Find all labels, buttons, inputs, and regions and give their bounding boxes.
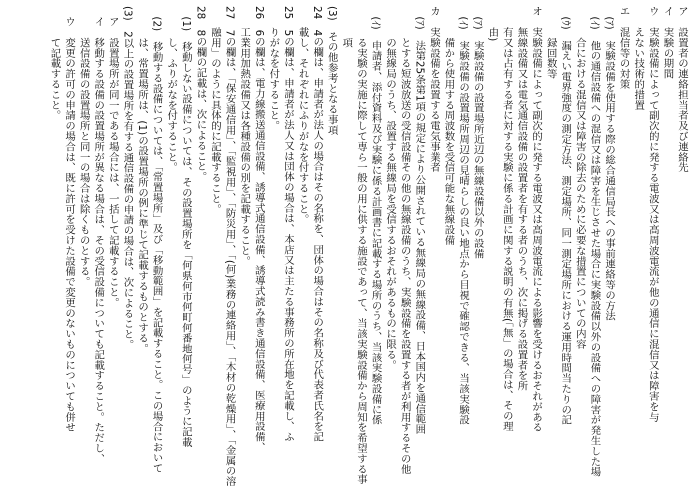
text-line: ア 設置者の連絡担当者及び連絡先 [676, 6, 688, 173]
text-line: ウ 実験設備によって副次的に発する電波又は高周波電流が他の通信に混信又は障害を与 [646, 6, 659, 422]
text-line: る実験の実施に際して専ら一般の用に供する施設であって、当該実験設備から周知を希望する事 [354, 6, 367, 485]
text-line: 送信設備の設置場所と同一の場合は除くものとする。 [77, 6, 90, 287]
text-line: (ｲ) 他の通信設備への混信又は障害を生じさせた場合に実験設備以外の設備への障害が発生した場 [588, 6, 601, 477]
text-line: 24 4の欄は、申請者が法人の場合はその名称を、団体の場合はその名称及び代表者氏名を記 [311, 6, 324, 442]
text-line: カ 実験設備を設置する電気事業者 [427, 6, 440, 173]
text-line: 項 [340, 6, 353, 48]
text-line: (3) 2以上の設置場所を有する通信設備の申請の場合は、次によること。 [121, 6, 134, 350]
text-line: イ 実験の期間 [661, 6, 674, 79]
text-line: (ｳ) 漏えい電界強度の測定方法、測定場所、同一測定場所における運用時間当たりの記 [559, 6, 572, 425]
text-line: 載し、それぞれにふりがなを付すること。 [296, 6, 309, 225]
text-line: (ｲ) 実験設備の設置場所周辺の見晴らしの良い地点から目視で確認できる、当該実験設 [457, 6, 470, 425]
text-line: 26 6の欄は、電力線搬送通信設備、誘導式通信設備、誘導式読み書き通信設備、医療用設備、 [252, 6, 265, 453]
text-line: えない技術的措置 [632, 6, 645, 110]
text-line: オ 実験設備によって副次的に発する電波又は高周波電流による影響を受けるおそれがある [530, 6, 543, 433]
text-line: イ 移動する設備の設置場所が異なる場合は、その受信設備についても記載すること。ただし、 [92, 6, 105, 464]
text-line: 工業用加熱設備又は各種設備の別を記載すること。 [238, 6, 251, 266]
text-line: 27 7の欄は、「保安通信用」、「監視用」、「防災用」、「(何)業務の連絡用」、「木材の乾燥用」、「金属の溶 [223, 6, 236, 487]
text-line: 28 8の欄の記載は、次によること。 [194, 6, 207, 182]
text-line: し、ふりがなを付すること。 [165, 6, 178, 173]
text-line: (ｱ) 実験設備を使用する際の総合通信局長への事前連絡等の方法 [603, 6, 616, 321]
text-line: 融用」のように具体的に記載すること。 [209, 6, 221, 214]
text-line: 備から使用する周波数を受信可能な無線設備 [442, 6, 455, 246]
text-line: 有又は占有する者に対する実験に係る計画に関する説明の有無(「無」の場合は、その理 [500, 6, 513, 432]
text-line: (ｱ) 法第25条第1項の規定により公開されている無線局の無線設備、日本国内を通信範囲 [413, 6, 426, 435]
text-line: 合における混信又は障害の除去のために必要な措置についての内容 [573, 6, 586, 350]
text-line: (ｱ) 実験設備の設置場所近辺の無線設備以外の設備 [471, 6, 484, 259]
vertical-text-body [47, 6, 689, 492]
text-line: (1) 移動しない設備については、その設置場所を「何県何市何町何番地何号」のように記載 [179, 6, 192, 448]
text-line: (2) 移動する設備については、「常置場所」及び「移動範囲」を記載すること。この場合において [150, 6, 163, 474]
text-line: 録回数等 [544, 6, 557, 79]
text-line: ウ 変更の許可の申請の場合は、既に許可を受けた設備で変更のないものについても併せ [63, 6, 76, 433]
text-line: (ｲ) 申請者、添付資料及び実験に係る計画書に記載する場所のうち、当該実験設備に係 [369, 6, 382, 425]
text-line: 25 5の欄は、申請者が法人又は団体の場合は、本店又は主たる事務所の所在地を記載し、ふ [281, 6, 294, 442]
text-line: (3) その他参考となる事項 [325, 6, 338, 136]
text-line: ア 設置場所が同一である場合には、一括して記載すること。 [106, 6, 119, 308]
text-line: エ 混信等の対策 [617, 6, 630, 90]
text-line: 由) [486, 6, 499, 42]
text-line: の無線局のうち、設置する無線局を受信するおそれがあるものに限る。 [384, 6, 397, 370]
text-line: は、常置場所は、(1)の設置場所の例に準じて記載するものとする。 [136, 6, 149, 354]
text-line: りがなを付すること。 [267, 6, 280, 131]
text-line: て記載すること。 [48, 6, 61, 121]
text-line: 無線設備又は電気通信設備の設置者を有する者のうち、次に掲げる設置者を所 [515, 6, 528, 391]
text-line: とする短波放送の受信設備その他の無線設備のうち、実験設備を設置する者が利用するその他 [398, 6, 411, 474]
